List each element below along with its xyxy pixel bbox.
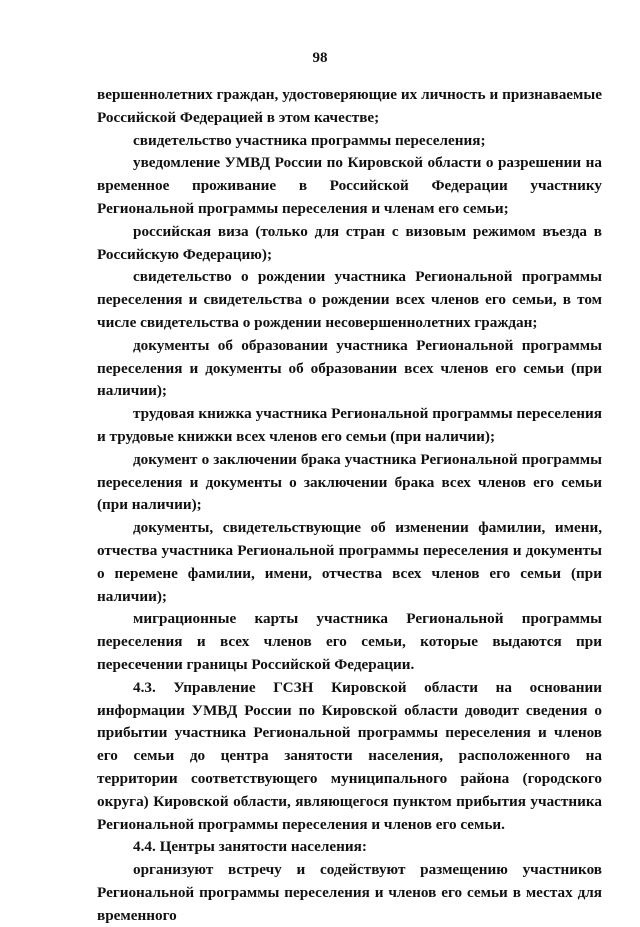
paragraph: документ о заключении брака участника Региональной программы переселения и документы о заключении брака всех членов его семьи (при наличии); bbox=[97, 450, 602, 514]
paragraph: трудовая книжка участника Региональной программы переселения и трудовые книжки всех членов его семьи (при наличии); bbox=[97, 405, 602, 445]
paragraph: документы, свидетельствующие об изменении фамилии, имени, отчества участника Региональной программы переселения и документы о перемене фамилии, имени, отчества всех членов его семьи (при наличии); bbox=[97, 519, 602, 605]
body-text bbox=[97, 84, 602, 927]
paragraph: миграционные карты участника Региональной программы переселения и всех членов его семьи, которые выдаются при пересечении границы Российской Федерации. bbox=[97, 610, 602, 673]
paragraph: уведомление УМВД России по Кировской области о разрешении на временное проживание в Российской Федерации участнику Региональной программы переселения и членам его семьи; bbox=[97, 154, 602, 217]
page-number: 98 bbox=[312, 50, 328, 66]
paragraph: свидетельство участника программы переселения; bbox=[133, 131, 486, 149]
paragraph: 4.3. Управление ГСЗН Кировской области на основании информации УМВД России по Кировской области доводит сведения о прибытии участника Региональной программы переселения и членов его семьи до центра занятости населения, расположенного на территории соответствующего муниципального района (городского округа) Кировской области, являющегося пунктом прибытия участника Региональной программы переселения и членов его семьи. bbox=[97, 678, 602, 833]
paragraph: организуют встречу и содействуют размещению участников Региональной программы переселения и членов его семьи в местах для временного bbox=[97, 861, 602, 924]
paragraph: документы об образовании участника Региональной программы переселения и документы об образовании всех членов его семьи (при наличии); bbox=[97, 336, 602, 400]
paragraph: свидетельство о рождении участника Региональной программы переселения и свидетельства о рождении всех членов его семьи, в том числе свидетельства о рождении несовершеннолетних граждан; bbox=[97, 268, 602, 331]
paragraph: 4.4. Центры занятости населения: bbox=[133, 838, 367, 856]
paragraph: вершеннолетних граждан, удостоверяющие их личность и признаваемые Российской Федерацией в этом качестве; bbox=[97, 86, 602, 126]
paragraph: российская виза (только для стран с визовым режимом въезда в Российскую Федерацию); bbox=[97, 222, 602, 263]
